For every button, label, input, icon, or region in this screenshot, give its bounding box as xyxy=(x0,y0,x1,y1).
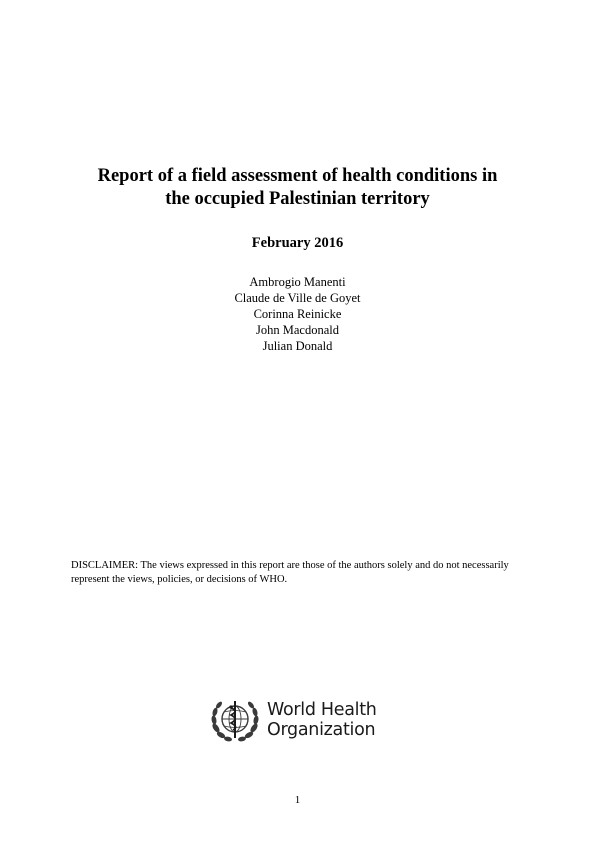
disclaimer-text: DISCLAIMER: The views expressed in this report are those of the authors solely and do not necessarily represent the views, policies, or decisions of WHO. xyxy=(71,560,509,585)
who-logo-text xyxy=(267,700,377,740)
report-date: February 2016 xyxy=(251,235,344,251)
report-title xyxy=(0,165,595,211)
author-list xyxy=(0,274,595,354)
who-logo-text-line-2: Organization xyxy=(267,720,376,740)
report-title-line-2: the occupied Palestinian territory xyxy=(165,189,430,209)
report-title-line-1: Report of a field assessment of health conditions in xyxy=(97,166,498,186)
author-name: Claude de Ville de Goyet xyxy=(234,291,361,305)
author-name: Ambrogio Manenti xyxy=(249,275,346,289)
who-emblem-icon xyxy=(209,696,261,744)
author-name: John Macdonald xyxy=(256,323,339,337)
page-number: 1 xyxy=(294,794,301,806)
who-logo-text-line-1: World Health xyxy=(267,700,377,720)
author-name: Julian Donald xyxy=(262,339,333,353)
who-logo xyxy=(209,696,377,744)
author-name: Corinna Reinicke xyxy=(253,307,342,321)
